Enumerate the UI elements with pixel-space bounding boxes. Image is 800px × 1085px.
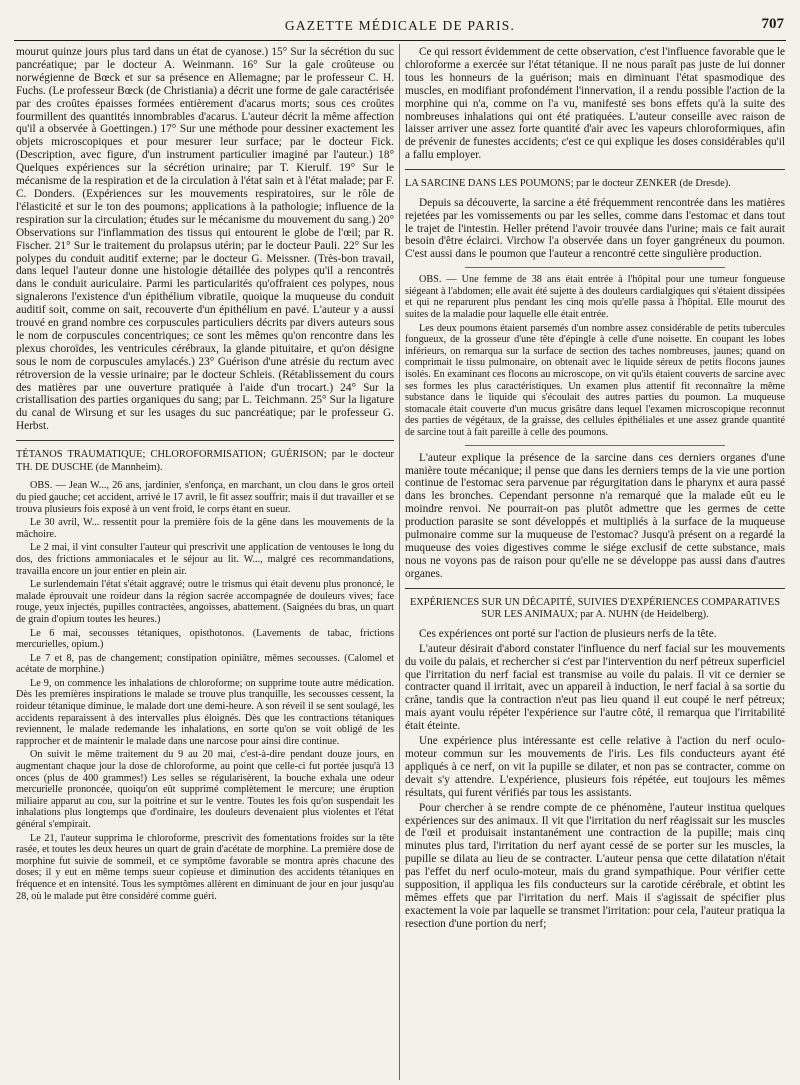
observation-rule	[465, 445, 725, 446]
experiences-paragraph: Une expérience plus intéressante est celle relative à l'action du nerf oculo-moteur commun sur les mouvements de l'iris. Les fils conducteurs ayant été appliqués à ce nerf, on vit la pupille se dilater, et non pas se contracter, comme on devait s'y attendre. L'expérience, plusieurs fois répétée, eut toujours les mêmes résultats, qui furent vérifiés par tous les assistants.	[405, 735, 785, 799]
column-divider	[399, 44, 400, 1080]
right-column	[405, 46, 785, 1078]
observation-paragraph: Le 21, l'auteur supprima le chloroforme, prescrivit des fomentations froides sur la tête rasée, et toutes les deux heures un quart de grain d'acétate de morphine. La première dose de morphine fut suivie de sommeil, et ce symptôme favorable se montra après chacune des doses; il y eut en même temps sueur copieuse et diminution des accidents tétaniques en fréquence et en intensité. Tous les symptômes allèrent en diminuant de jour en jour jusqu'au 28, où le malade put être considéré comme guéri.	[16, 832, 394, 902]
observation-paragraph: Les deux poumons étaient parsemés d'un nombre assez considérable de petits tubercules fongueux, de la grosseur d'une tête d'épingle à celle d'une noisette. En coupant les lobes inférieurs, on remarqua sur la surface de section des taches nombreuses, jaunes; quand on comprimait le tissu pulmonaire, on obtenait avec le liquide séreux de petits flocons jaunes isolés. En examinant ces flocons au microscope, on vit qu'ils étaient couverts de sarcine avec ses formes les plus caractéristiques. Un examen plus attentif fit reconnaître la même substance dans le liquide qui s'écoulait des autres parties du poumon. La muqueuse stomacale était couverte d'un mucus grisâtre dans lequel l'examen microscopique reconnut des parties de végétaux, de la graisse, des cellules épithéliales et une assez grande quantité de sarcine tout à fait pareille à celle des poumons.	[405, 322, 785, 438]
observation-paragraph: Le 6 mai, secousses tétaniques, opisthotonos. (Lavements de tabac, frictions mercurielles, opium.)	[16, 627, 394, 651]
article-list-paragraph: mourut quinze jours plus tard dans un état de cyanose.) 15° Sur la sécrétion du suc pancréatique; par le docteur A. Weinmann. 16° Sur la gale croûteuse ou norwégienne de Bœck et sur sa présence en Allemagne; par le professeur C. H. Fuchs. (Le professeur Bœck (de Christiania) a décrit une forme de gale caractérisée par des croûtes épaisses formées entièrement d'acarus morts; sous ces croûtes fourmillent des quantités innombrables d'acarus. L'auteur décrit la même affection qu'il a observée à Goettingen.) 17° Sur une méthode pour dessiner exactement les objets microscopiques et pour mesurer leur surface; par le docteur Fick. (Description, avec figure, d'un instrument particulier imaginé par l'auteur.) 18° Quelques expériences sur la sécrétion urinaire; par T. Kierulf. 19° Sur le mécanisme de la respiration et de la circulation à l'état sain et à l'état malade; par F. C. Donders. (Expériences sur les mouvements respiratoires, sur le rôle de l'élasticité et sur le ton des poumons; applications à la pathologie; influence de la respiration sur la circulation; études sur le mécanisme du mouvement du sang.) 20° Observations sur l'inflammation des tissus qui entourent le globe de l'œil; par R. Fischer. 21° Sur le traitement du prolapsus utérin; par le docteur Pauli. 22° Sur les polypes du conduit auditif externe; par le docteur G. Meissner. (Très-bon travail, dans lequel l'auteur donne une histologie détaillée des polypes qu'il a rencontrés dans le conduit auriculaire. Parmi les particularités qu'offraient ces polypes, nous signalerons l'existence d'un épithélium vibratile, quoique la muqueuse du conduit auditif soit, comme on sait, recouverte d'un épithélium en pavé. L'auteur y a aussi trouvé en grand nombre ces corpuscules particuliers décrits par divers auteurs sous le nom de corpuscules concentriques; ce sont les mêmes qu'on rencontre dans les plexus choroïdes, les ventricules cérébraux, la glande pituitaire, et qu'on désigne sous le nom de corpuscules amylacés.) 23° Guérison d'une atrésie du rectum avec rétroversion de la vessie urinaire; par le docteur Schleis. (Rétablissement du cours des matières par une ouverture pratiquée à l'aide d'un trocart.) 24° Sur la cristallisation des parties organiques du sang; par L. Teichmann. 25° Sur la ligature du canal de Wirsung et sur les usages du suc pancréatique; par le professeur G. Herbst.	[16, 46, 394, 433]
section-rule	[16, 440, 394, 441]
commentary-paragraph: Ce qui ressort évidemment de cette observation, c'est l'influence favorable que le chloroforme a exercée sur l'état tétanique. Il ne nous paraît pas juste de lui donner tous les honneurs de la guérison; mais en diminuant l'état spasmodique des muscles, en modifiant profondément l'innervation, il a rendu possible l'action de la morphine qui n'a, comme on l'a vu, manifesté ses bons effets qu'à la suite des nombreuses inhalations qui ont été pratiquées. L'auteur conseille avec raison de laisser arriver une assez forte quantité d'air avec les vapeurs chloroformiques, afin de prévenir de funestes accidents; c'est ce qui explique les doses considérables qu'il a fallu employer.	[405, 46, 785, 162]
observation-paragraph: OBS. — Jean W..., 26 ans, jardinier, s'enfonça, en marchant, un clou dans le gros orteil du pied gauche; cet accident, arrivé le 17 avril, le fit assez souffrir; mais il dut travailler et se trouva plusieurs fois exposé à un vent froid, le corps étant en sueur.	[16, 480, 394, 515]
observation-paragraph: Le 30 avril, W... ressentit pour la première fois de la gêne dans les mouvements de la mâchoire.	[16, 517, 394, 540]
experiences-paragraph: Pour chercher à se rendre compte de ce phénomène, l'auteur institua quelques expériences sur des animaux. Il vit que l'irritation du nerf réagissait sur les muscles de l'œil et produisait instantanément une contraction de la pupille; mais cinq minutes plus tard, l'irritation du nerf ayant cessé de se porter sur les muscles, la pupille se dilata au lieu de se contracter. L'auteur pensa que cette dilatation n'était pas l'effet du nerf oculo-moteur, mais du grand sympathique. Pour vérifier cette supposition, il appliqua les fils conducteurs sur la carotide cérébrale, et obtint les mêmes effets que par l'irritation du nerf. Mais il s'agissait de spécifier plus exactement la voie par laquelle se transmet l'irritation: pour cela, l'auteur pratiqua la resection d'une portion du nerf;	[405, 801, 785, 930]
page-header	[14, 14, 786, 41]
section-heading-sarcine: LA SARCINE DANS LES POUMONS; par le docteur ZENKER (de Dresde).	[405, 178, 731, 190]
sarcine-commentary-paragraph: L'auteur explique la présence de la sarcine dans ces derniers organes d'une manière toute mécanique; il pense que dans les derniers temps de la vie une portion continue de l'estomac sera parvenue par régurgitation dans le pharynx et aura passé dans les bronches. Cependant personne n'a remarqué que la malade eût eu le moindre renvoi. Ne pourrait-on pas plutôt admettre que les germes de cette production parasite se sont développés et multipliés à la surface de la muqueuse pulmonaire comme sur la muqueuse de l'estomac? Jusqu'à présent on a regardé la muqueuse des voies digestives comme le siége exclusif de cette substance, mais nous ne voyons pas de raison pour qu'elle ne se développe pas aussi dans d'autres organes.	[405, 451, 785, 580]
section-rule	[405, 588, 785, 589]
page-number: 707	[761, 16, 784, 32]
observation-paragraph: Le 2 mai, il vint consulter l'auteur qui prescrivit une application de ventouses le long du dos, des frictions ammoniacales et le séjour au lit. W..., malgré ces recommandations, travailla encore un jour entier en plein air.	[16, 542, 394, 577]
observation-paragraph: Le 9, on commence les inhalations de chloroforme; on supprime toute autre médication. Dès les premières inspirations le malade se trouve plus tranquille, les secousses cessent, la roideur tétanique diminue, le malade dort une demi-heure. A son réveil il se sent soulagé, les accidents reparaissent à des intervalles plus éloignés. Dès que les contractions tétaniques reviennent, le malade redemande les inhalations, en sorte qu'on se voit obligé de les rapprocher et de maintenir le malade dans une narcose pour ainsi dire continue.	[16, 677, 394, 747]
section-rule	[405, 169, 785, 170]
observation-block	[16, 480, 394, 902]
observation-paragraph: Le 7 et 8, pas de changement; constipation opiniâtre, mêmes secousses. (Calomel et acétate de morphine.)	[16, 652, 394, 676]
section-heading-experiences: EXPÉRIENCES SUR UN DÉCAPITÉ, SUIVIES D'EXPÉRIENCES COMPARATIVES SUR LES ANIMAUX; par A. NUHN (de Heidelberg).	[409, 596, 781, 621]
experiences-paragraph: L'auteur désirait d'abord constater l'influence du nerf facial sur les mouvements du voile du palais, et rechercher si c'est par l'intervention du nerf pétreux superficiel que l'irritation du nerf facial est transmise au voile du palais. Il vit ce dernier se contracter quand il irritait, avec un appareil à induction, le nerf facial à sa sortie du crâne, tandis que la contraction n'eut pas lieu quand il eut coupé le nerf pétreux; mais ayant voulu répéter l'expérience sur l'autre côté, il remarqua que l'irritabilité était éteinte.	[405, 642, 785, 733]
experiences-paragraph: Ces expériences ont porté sur l'action de plusieurs nerfs de la tête.	[419, 627, 717, 640]
observation-block	[405, 274, 785, 438]
section-heading-tetanos: TÉTANOS TRAUMATIQUE; CHLOROFORMISATION; GUÉRISON; par le docteur TH. DE DUSCHE (de Mannheim).	[16, 449, 394, 473]
observation-paragraph: Le surlendemain l'état s'était aggravé; outre le trismus qui était devenu plus prononcé, le malade éprouvait une roideur dans la région sacrée accompagnée de douleurs vives; face rouge, yeux injectés, pupilles contractées, angoisses, abattement. (Saignées du bras, un quart de grain d'opium toutes les heures.)	[16, 579, 394, 625]
sarcine-intro-paragraph: Depuis sa découverte, la sarcine a été fréquemment rencontrée dans les matières rejetées par les vomissements ou par les selles, comme dans l'estomac et dans tout le trajet de l'intestin. Heller prétend l'avoir trouvée dans l'urine; mais ce fait aurait besoin d'être éclairci. Virchow l'a observée dans un foyer gangréneux du poumon. C'est aussi dans le poumon que l'auteur a rencontré cette singulière production.	[405, 196, 785, 261]
left-column	[16, 46, 394, 1078]
observation-paragraph: OBS. — Une femme de 38 ans était entrée à l'hôpital pour une tumeur fongueuse siégeant à l'abdomen; elle avait été sujette à des douleurs cardialgiques qui s'étaient dissipées et qui ne reparurent plus pendant les cinq mois qu'elle passa à l'hôpital. Elle mourut des suites de la maladie pour laquelle elle était entrée.	[405, 274, 785, 321]
observation-rule	[465, 267, 725, 268]
journal-title: GAZETTE MÉDICALE DE PARIS.	[284, 18, 516, 33]
observation-paragraph: On suivit le même traitement du 9 au 20 mai, c'est-à-dire pendant douze jours, en augmentant chaque jour la dose de chloroforme, au point que celle-ci fut portée jusqu'à 13 onces (plus de 400 grammes!) Les selles se régularisèrent, la bouche exhala une odeur mercurielle prononcée, quoiqu'on eût supprimé complètement le mercure; une éruption miliaire apparut au cou, sur la poitrine et sur le ventre. Toutes les fois qu'on suspendait les inhalations plus longtemps que d'ordinaire, les douleurs devenaient plus violentes et l'état général s'empirait.	[16, 749, 394, 830]
